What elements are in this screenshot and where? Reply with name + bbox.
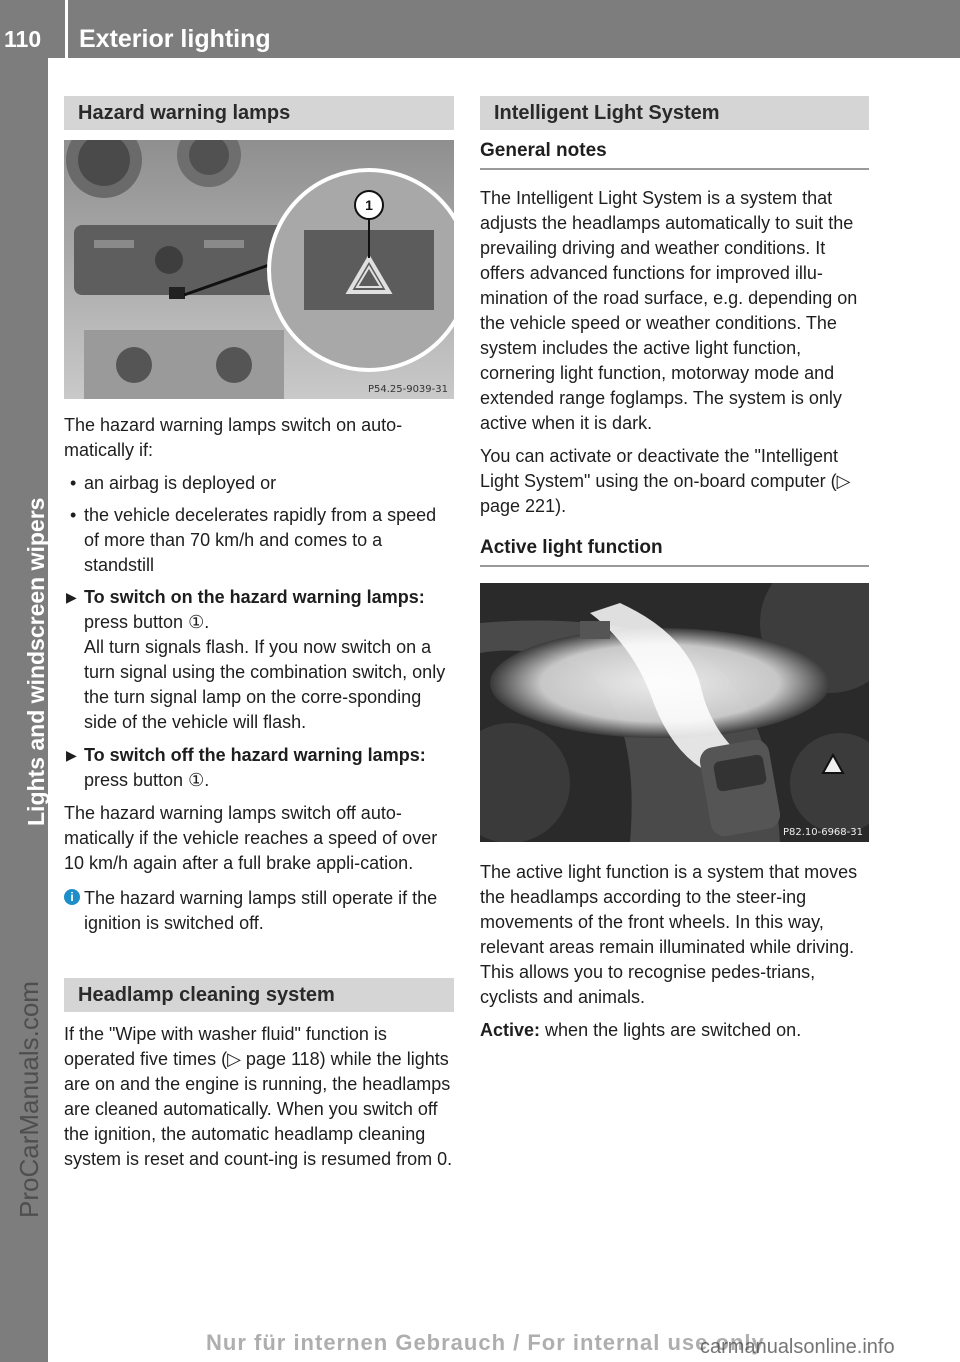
callout-1: 1 bbox=[354, 190, 384, 220]
general-notes-heading: General notes bbox=[480, 140, 869, 170]
active-state: Active: when the lights are switched on. bbox=[480, 1020, 802, 1040]
hazard-image-code: P54.25-9039-31 bbox=[367, 384, 448, 395]
active-light-photo bbox=[480, 583, 869, 842]
hazard-switch-photo bbox=[64, 140, 454, 399]
step-switch-off: ▶ To switch off the hazard warning lamps: press button ①. bbox=[66, 745, 426, 790]
hazard-heading: Hazard warning lamps bbox=[64, 96, 454, 130]
section-title: Exterior lighting bbox=[79, 25, 271, 53]
info-icon: i bbox=[64, 889, 80, 905]
cleaning-heading: Headlamp cleaning system bbox=[64, 978, 454, 1012]
hazard-intro: The hazard warning lamps switch on auto-matically if: bbox=[64, 415, 403, 460]
active-light-heading: Active light function bbox=[480, 537, 869, 567]
step-arrow-icon: ▶ bbox=[66, 747, 77, 763]
internal-use-watermark: Nur für internen Gebrauch / For internal use only bbox=[206, 1330, 765, 1355]
hazard-off-paragraph: The hazard warning lamps switch off auto-matically if the vehicle reaches a speed of over 10 km/h again after a full brake appli-cation. bbox=[64, 803, 438, 873]
hazard-bullet: • the vehicle decelerates rapidly from a speed of more than 70 km/h and comes to a standstill bbox=[70, 505, 437, 575]
night-road-illustration bbox=[480, 583, 869, 842]
general-paragraph-1: The Intelligent Light System is a system that adjusts the headlamps automatically to suit the prevailing driving and weather conditions. It offers advanced functions for improved illu-mination of the road surface, e.g. depending on the vehicle speed or weather conditions. The system includes the active light function, cornering light function, motorway mode and extended range foglamps. The system is only active when it is dark. bbox=[480, 188, 858, 433]
active-image-code: P82.10-6968-31 bbox=[782, 827, 863, 838]
cleaning-paragraph: If the "Wipe with washer fluid" function is operated five times (▷ page 118) while the lights are on and the engine is running, the headlamps are cleaned automatically. When you switch off the ignition, the automatic headlamp cleaning system is reset and count-ing is resumed from 0. bbox=[64, 1024, 453, 1169]
site-watermark: carmanualsonline.info bbox=[700, 1336, 895, 1358]
ils-heading: Intelligent Light System bbox=[480, 96, 869, 130]
hazard-bullet: • an airbag is deployed or bbox=[70, 473, 277, 493]
left-column bbox=[64, 96, 454, 1180]
step-switch-on: ▶ To switch on the hazard warning lamps: press button ①. All turn signals flash. If you now switch on a turn signal using the combination switch, only the turn signal lamp on the corre-sponding side of the vehicle will flash. bbox=[66, 587, 446, 732]
general-paragraph-2: You can activate or deactivate the "Intelligent Light System" using the on-board computer (▷ page 221). bbox=[480, 446, 851, 516]
step-arrow-icon: ▶ bbox=[66, 589, 77, 605]
page-number: 110 bbox=[4, 26, 42, 52]
hazard-info-note: i The hazard warning lamps still operate if the ignition is switched off. bbox=[64, 886, 454, 936]
dashboard-illustration bbox=[64, 140, 454, 399]
header-bar bbox=[0, 0, 960, 58]
right-column bbox=[480, 96, 869, 1051]
active-paragraph: The active light function is a system that moves the headlamps according to the steer-ing movements of the front wheels. In this way, relevant areas remain illuminated while driving. This allows you to recognise pedes-trians, cyclists and animals. bbox=[480, 862, 858, 1007]
header-divider bbox=[65, 0, 68, 58]
